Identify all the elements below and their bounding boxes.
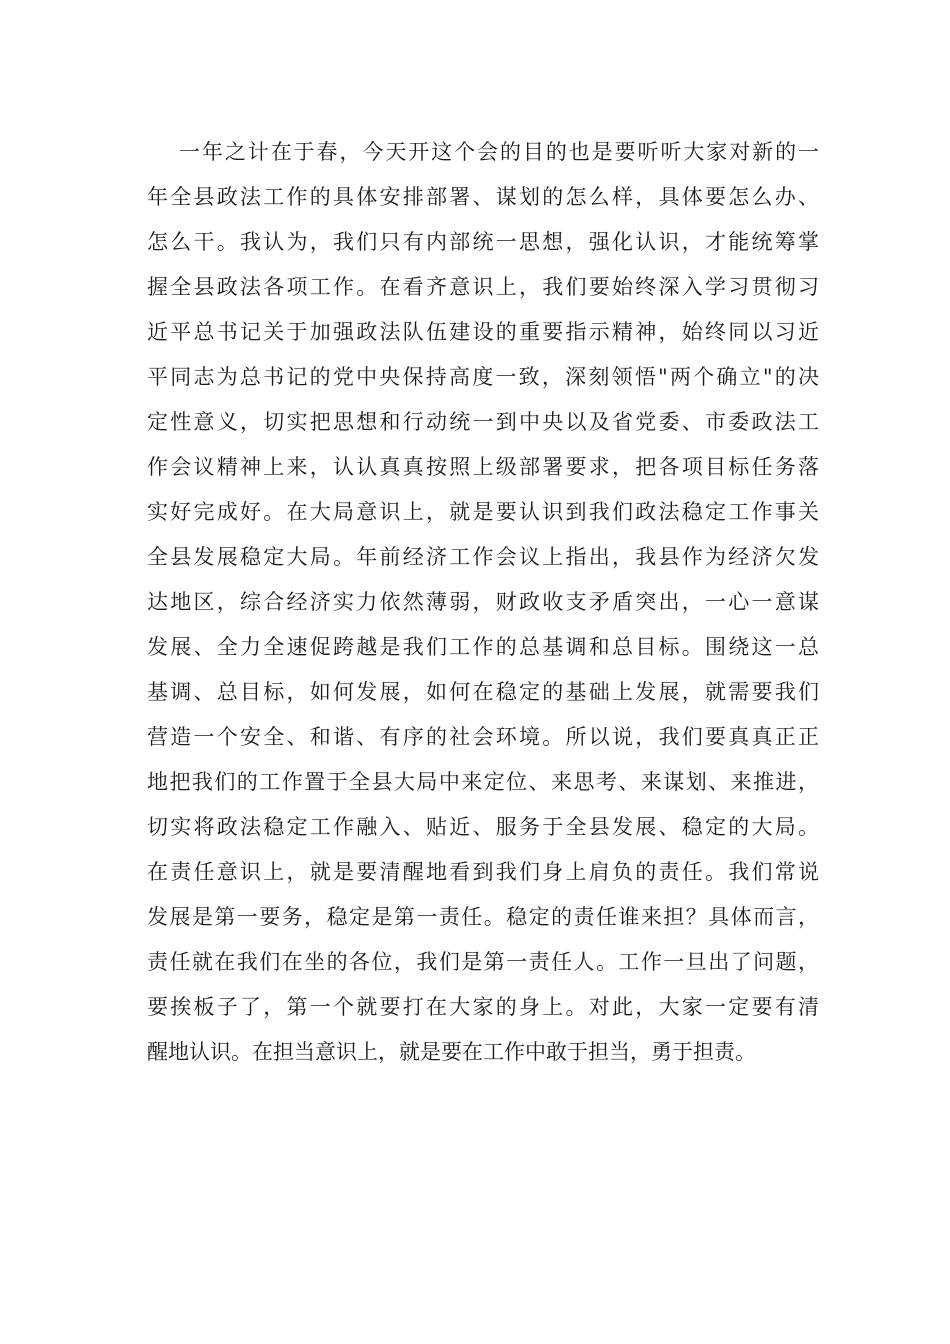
paragraph-line: 一年之计在于春，今天开这个会的目的也是要听听大家对新的一 <box>179 140 819 164</box>
paragraph-line: 全县发展稳定大局。年前经济工作会议上指出，我县作为经济欠发 <box>147 545 819 569</box>
paragraph-line: 作会议精神上来，认认真真按照上级部署要求，把各项目标任务落 <box>147 455 819 479</box>
paragraph-line: 近平总书记关于加强政法队伍建设的重要指示精神，始终同以习近 <box>147 320 819 344</box>
paragraph-line: 定性意义，切实把思想和行动统一到中央以及省党委、市委政法工 <box>147 410 819 434</box>
paragraph-line: 怎么干。我认为，我们只有内部统一思想，强化认识，才能统筹掌 <box>147 230 819 254</box>
paragraph-line: 平同志为总书记的党中央保持高度一致，深刻领悟"两个确立"的决 <box>147 365 819 389</box>
paragraph-line: 基调、总目标，如何发展，如何在稳定的基础上发展，就需要我们 <box>147 680 819 704</box>
paragraph-line: 握全县政法各项工作。在看齐意识上，我们要始终深入学习贯彻习 <box>147 275 819 299</box>
paragraph-line: 切实将政法稳定工作融入、贴近、服务于全县发展、稳定的大局。 <box>147 815 819 839</box>
paragraph-line: 要挨板子了，第一个就要打在大家的身上。对此，大家一定要有清 <box>147 995 819 1019</box>
paragraph-line: 地把我们的工作置于全县大局中来定位、来思考、来谋划、来推进， <box>147 770 819 794</box>
paragraph-line: 责任就在我们在坐的各位，我们是第一责任人。工作一旦出了问题， <box>147 950 819 974</box>
body-paragraph <box>147 130 819 1075</box>
paragraph-line: 发展是第一要务，稳定是第一责任。稳定的责任谁来担？具体而言， <box>147 905 819 929</box>
paragraph-line: 年全县政法工作的具体安排部署、谋划的怎么样，具体要怎么办、 <box>147 185 819 209</box>
paragraph-line: 营造一个安全、和谐、有序的社会环境。所以说，我们要真真正正 <box>147 725 819 749</box>
paragraph-line: 实好完成好。在大局意识上，就是要认识到我们政法稳定工作事关 <box>147 500 819 524</box>
paragraph-line: 醒地认识。在担当意识上，就是要在工作中敢于担当，勇于担责。 <box>147 1040 756 1064</box>
paragraph-line: 在责任意识上，就是要清醒地看到我们身上肩负的责任。我们常说 <box>147 860 819 884</box>
paragraph-line: 达地区，综合经济实力依然薄弱，财政收支矛盾突出，一心一意谋 <box>147 590 819 614</box>
paragraph-line: 发展、全力全速促跨越是我们工作的总基调和总目标。围绕这一总 <box>147 635 819 659</box>
